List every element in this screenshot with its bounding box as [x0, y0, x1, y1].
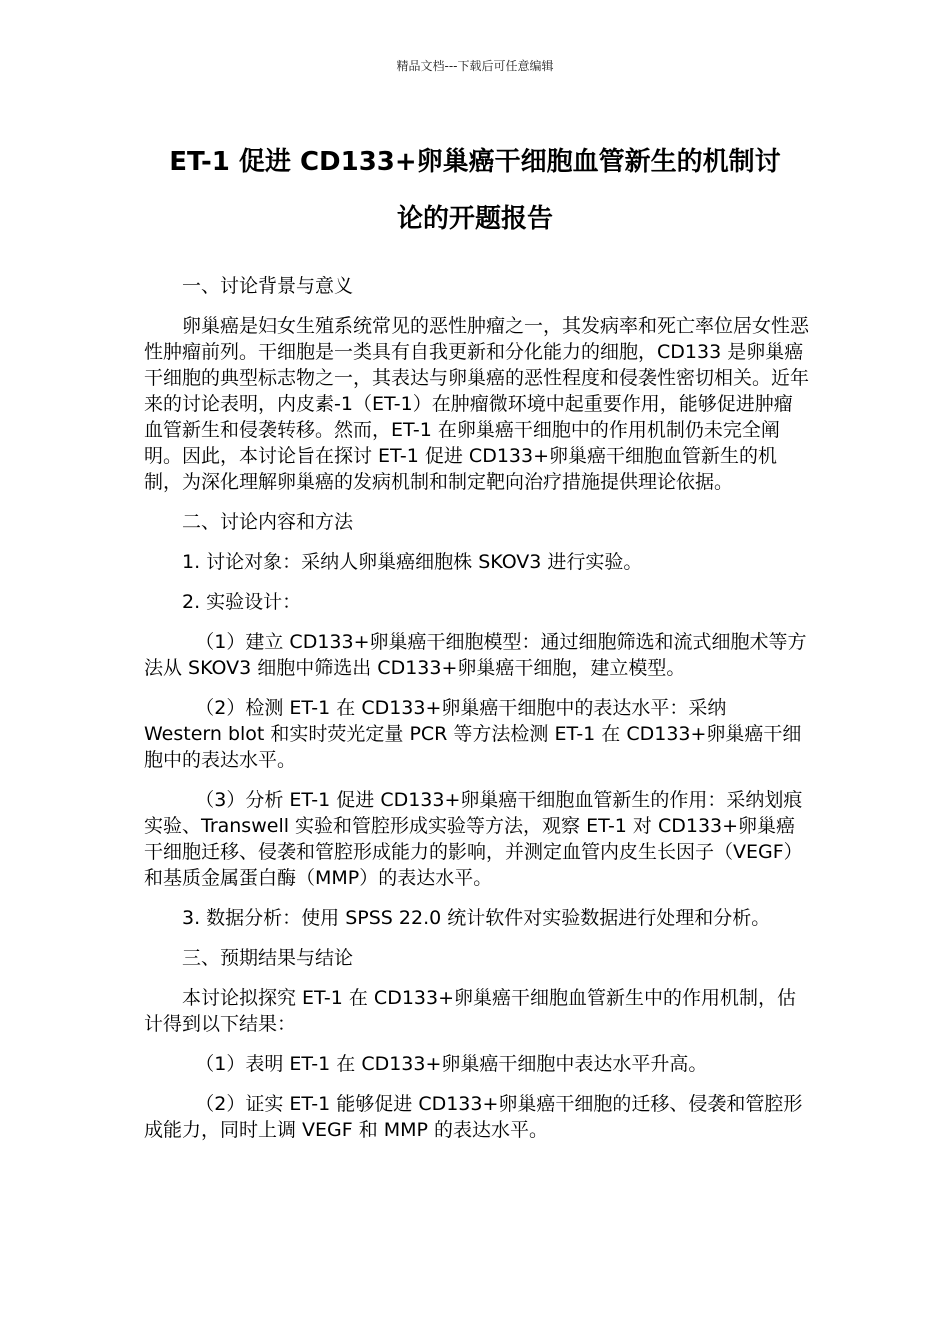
- section-2-item-2: 2. 实验设计：: [182, 591, 302, 613]
- section-2-item-3: 3. 数据分析：使用 SPSS 22.0 统计软件对实验数据进行处理和分析。: [182, 907, 771, 929]
- document-title: [120, 134, 830, 248]
- section-3-result-2: （2）证实 ET-1 能够促进 CD133+卵巢癌干细胞的迁移、侵袭和管腔形成能力，同时上调 VEGF 和 MMP 的表达水平。: [144, 1093, 803, 1141]
- header-note: 精品文档---下载后可任意编辑: [396, 59, 554, 73]
- section-1-paragraph: 卵巢癌是妇女生殖系统常见的恶性肿瘤之一，其发病率和死亡率位居女性恶性肿瘤前列。干细胞是一类具有自我更新和分化能力的细胞，CD133 是卵巢癌干细胞的典型标志物之一，其表达与卵巢癌的恶性程度和侵袭性密切相关。近年来的讨论表明，内皮素-1（ET-1）在肿瘤微环境中起重要作用，能够促进肿瘤血管新生和侵袭转移。然而，ET-1 在卵巢癌干细胞中的作用机制仍未完全阐明。因此，本讨论旨在探讨 ET-1 促进 CD133+卵巢癌干细胞血管新生的机制，为深化理解卵巢癌的发病机制和制定靶向治疗措施提供理论依据。: [144, 315, 810, 493]
- section-2-item-1: 1. 讨论对象：采纳人卵巢癌细胞株 SKOV3 进行实验。: [182, 551, 643, 573]
- section-2-subitem-1: （1）建立 CD133+卵巢癌干细胞模型：通过细胞筛选和流式细胞术等方法从 SKOV3 细胞中筛选出 CD133+卵巢癌干细胞，建立模型。: [144, 631, 807, 679]
- document-body: [144, 273, 809, 1157]
- title-line-1: ET-1 促进 CD133+卵巢癌干细胞血管新生的机制讨: [169, 147, 781, 177]
- section-3-heading: 三、预期结果与结论: [182, 947, 354, 969]
- section-2-heading: 二、讨论内容和方法: [182, 511, 354, 533]
- section-1-heading: 一、讨论背景与意义: [182, 275, 354, 297]
- title-line-2: 论的开题报告: [396, 204, 553, 234]
- section-3-result-1: （1）表明 ET-1 在 CD133+卵巢癌干细胞中表达水平升高。: [195, 1053, 708, 1075]
- section-3-paragraph: 本讨论拟探究 ET-1 在 CD133+卵巢癌干细胞血管新生中的作用机制，估计得到以下结果：: [144, 987, 797, 1035]
- section-2-subitem-3: （3）分析 ET-1 促进 CD133+卵巢癌干细胞血管新生的作用：采纳划痕实验、Transwell 实验和管腔形成实验等方法，观察 ET-1 对 CD133+卵巢癌干细胞迁移、侵袭和管腔形成能力的影响，并测定血管内皮生长因子（VEGF）和基质金属蛋白酶（MMP）的表达水平。: [144, 789, 803, 889]
- section-2-subitem-2: （2）检测 ET-1 在 CD133+卵巢癌干细胞中的表达水平：采纳 Western blot 和实时荧光定量 PCR 等方法检测 ET-1 在 CD133+卵巢癌干细胞中的表达水平。: [144, 697, 802, 771]
